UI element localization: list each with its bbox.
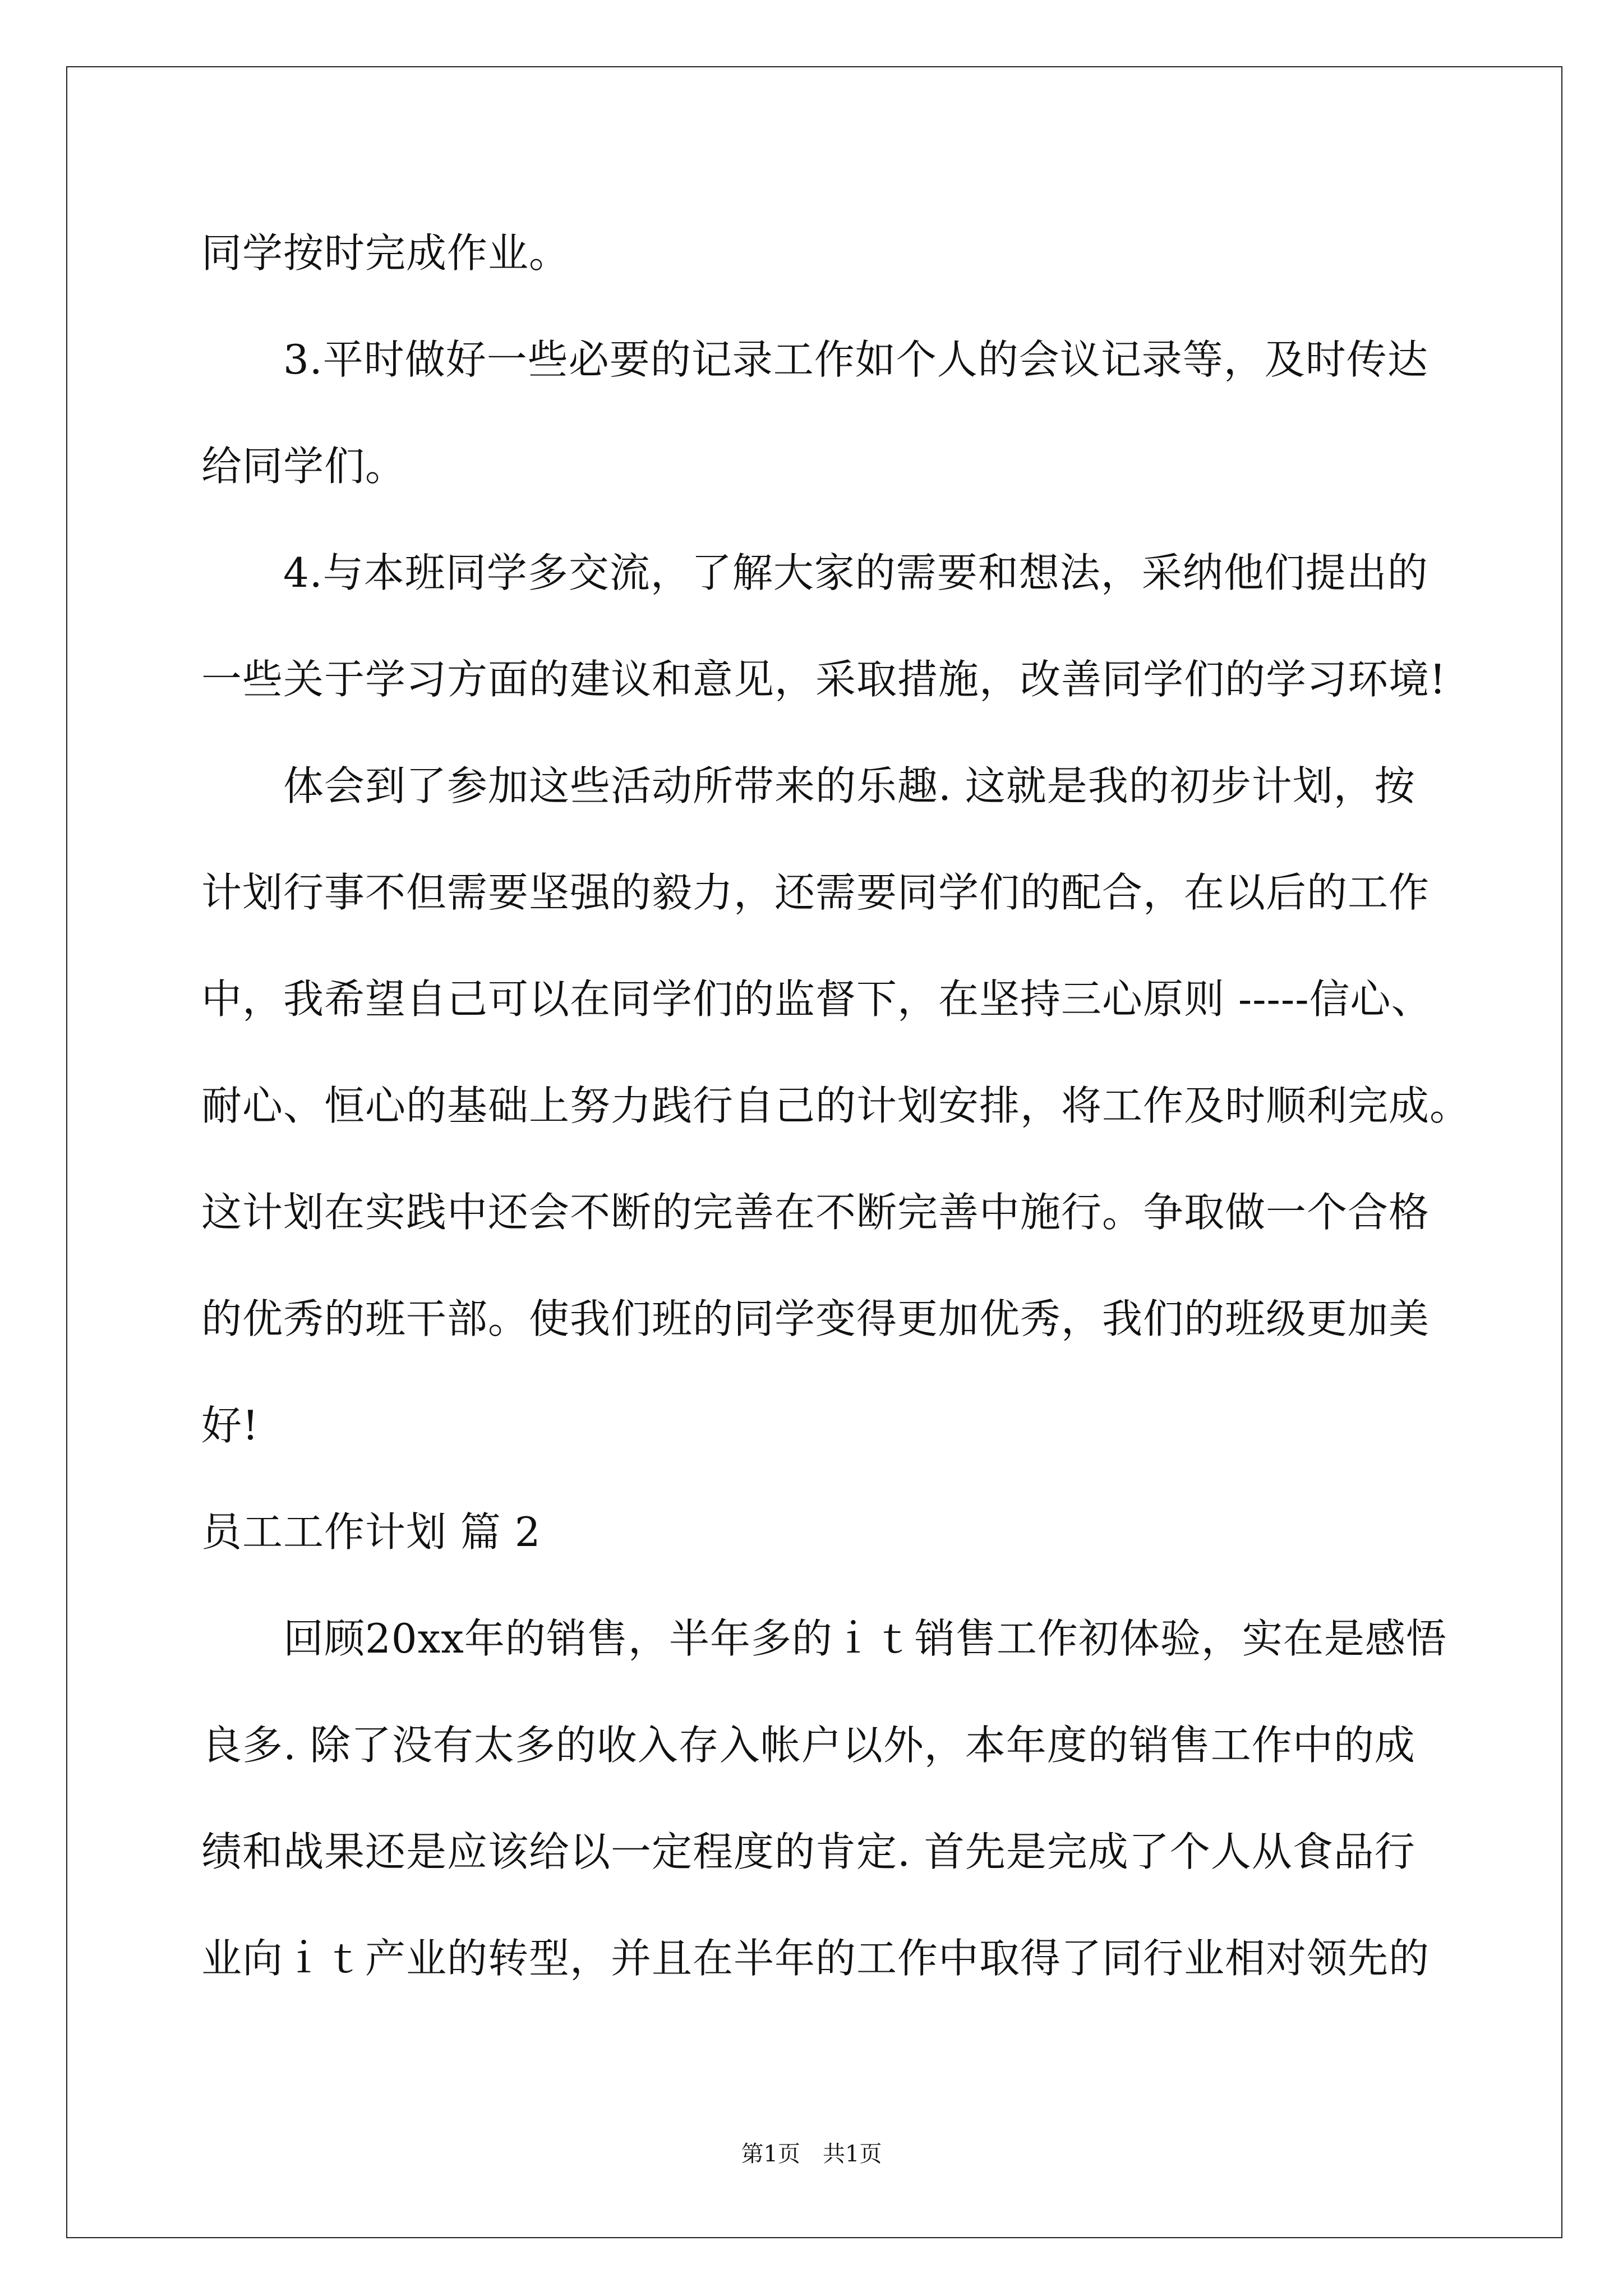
body-line: 一些关于学习方面的建议和意见，采取措施，改善同学们的学习环境! (201, 656, 1446, 703)
body-line: 这计划在实践中还会不断的完善在不断完善中施行。争取做一个合格 (201, 1189, 1430, 1236)
body-line: 好! (201, 1402, 259, 1449)
body-line: 体会到了参加这些活动所带来的乐趣. 这就是我的初步计划，按 (283, 762, 1415, 809)
body-line: 回顾20xx年的销售，半年多的ｉｔ销售工作初体验，实在是感悟 (283, 1615, 1447, 1662)
body-line: 中，我希望自己可以在同学们的监督下，在坚持三心原则 -----信心、 (201, 976, 1432, 1023)
body-line: 计划行事不但需要坚强的毅力，还需要同学们的配合，在以后的工作 (201, 869, 1430, 916)
body-line: 同学按时完成作业。 (201, 229, 570, 277)
body-line: 4.与本班同学多交流，了解大家的需要和想法，采纳他们提出的 (283, 549, 1428, 596)
document-body (201, 200, 1491, 2012)
body-line: 耐心、恒心的基础上努力践行自己的计划安排，将工作及时顺利完成。 (201, 1082, 1471, 1129)
body-line: 业向ｉｔ产业的转型，并且在半年的工作中取得了同行业相对领先的 (201, 1935, 1430, 1982)
body-line: 3.平时做好一些必要的记录工作如个人的会议记录等，及时传达 (283, 336, 1428, 383)
page-footer: 第1页 共1页 (741, 2141, 882, 2167)
body-line: 给同学们。 (201, 443, 407, 490)
body-line: 的优秀的班干部。使我们班的同学变得更加优秀，我们的班级更加美 (201, 1295, 1430, 1342)
section-heading: 员工工作计划 篇 2 (201, 1508, 541, 1556)
body-line: 绩和战果还是应该给以一定程度的肯定. 首先是完成了个人从食品行 (201, 1828, 1415, 1875)
body-line: 良多. 除了没有太多的收入存入帐户以外，本年度的销售工作中的成 (201, 1722, 1415, 1769)
